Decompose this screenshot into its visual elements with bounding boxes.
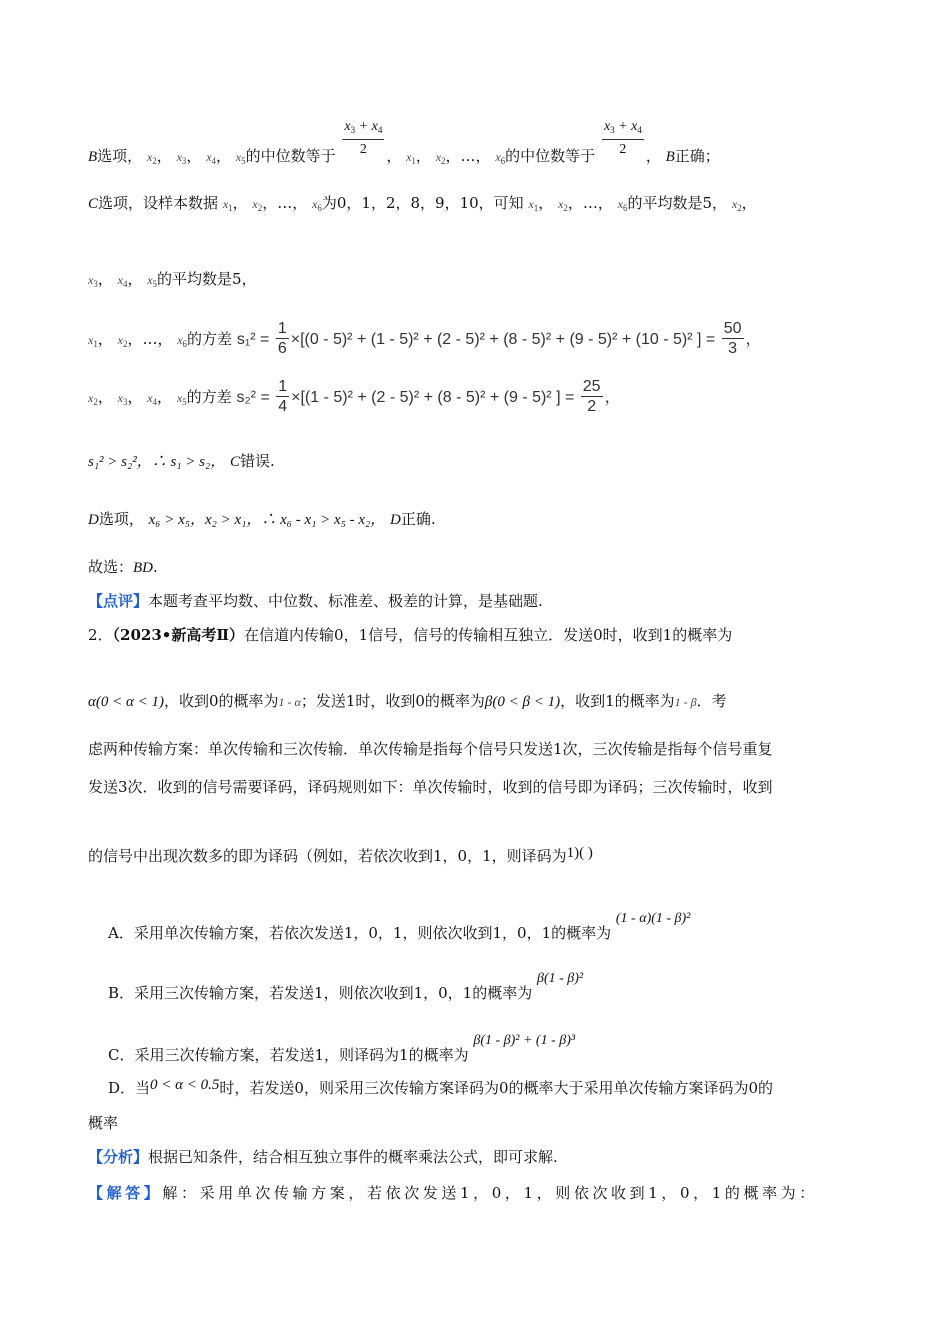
option-label: C． xyxy=(108,1046,135,1064)
line-c-cont: $x_3$， $x_4$， $x_5$的平均数是5， xyxy=(88,270,257,289)
text: 的方差 xyxy=(187,330,233,348)
text: 正确； xyxy=(674,147,720,165)
solution-line xyxy=(88,1182,818,1204)
alpha-cond: α(0 < α < 1) xyxy=(88,694,164,710)
text: 为0，1，2，8，9，10，可知 xyxy=(321,194,524,212)
q2-line-1 xyxy=(88,624,732,646)
compare-expr: s₁² > s₂²，∴ s₁ > s₂， xyxy=(88,454,226,470)
label-b-2: B xyxy=(665,149,675,165)
comment-text: 本题考查平均数、中位数、标准差、极差的计算，是基础题. xyxy=(148,592,543,610)
q2-line-3 xyxy=(88,738,773,760)
formula-body: ×[(0 - 5)² + (1 - 5)² + (2 - 5)² + (8 - 5)² + (9 - 5)² + (10 - 5)² ] = xyxy=(290,331,716,348)
lead: s₂² = xyxy=(236,389,270,406)
coef-den: 6 xyxy=(277,340,287,358)
answer-value: BD xyxy=(133,560,154,576)
option-label: B． xyxy=(108,984,135,1002)
answer-blank: 1)( ) xyxy=(566,845,593,861)
option-c xyxy=(108,1030,575,1066)
solution-text: 解：采用单次传输方案，若依次发送1，0，1，则依次收到1，0，1的概率为： xyxy=(162,1184,818,1202)
option-formula: 0 < α < 0.5 xyxy=(150,1077,220,1093)
variance-1-formula: s₁² = $\frac{1}{6}$ ×[(0 - 5)² + (1 - 5)² + (2 - 5)² + (8 - 5)² + (9 - 5)² + (10 - 5)² ] = $\frac{50}{3}$ ， xyxy=(236,320,762,358)
one-minus-alpha: 1 - α xyxy=(278,695,301,709)
comment-line xyxy=(88,590,543,612)
text: 的平均数是5， xyxy=(157,270,257,288)
text: 虑两种传输方案：单次传输和三次传输．单次传输是指每个信号只发送1次，三次传输是指每个信号重复 xyxy=(88,740,773,758)
answer-prefix: 故选： xyxy=(88,558,134,576)
comment-tag: 【点评】 xyxy=(88,592,149,610)
lead: s₁² = xyxy=(236,331,270,348)
q2-line-5 xyxy=(88,842,593,867)
compare-line xyxy=(88,450,275,473)
text: 的信号中出现次数多的即为译码（例如，若依次收到1，0，1，则译码为 xyxy=(88,847,567,865)
label-c: C xyxy=(229,454,240,470)
text: 选项， xyxy=(97,147,143,165)
option-text: 采用单次传输方案，若依次发送1，0，1，则依次收到1，0，1的概率为 xyxy=(133,924,612,942)
option-label: A． xyxy=(108,924,134,942)
median-fraction: $\frac{x_3 + x_4}{2}$ xyxy=(344,119,383,157)
question-source: （2023•新高考Ⅱ） xyxy=(112,626,245,644)
option-text: 概率 xyxy=(88,1114,119,1132)
coef-den: 4 xyxy=(278,398,288,416)
solution-tag: 【解答】 xyxy=(88,1184,163,1202)
text: ．考 xyxy=(696,692,727,710)
q2-line-4 xyxy=(88,776,773,798)
answer-suffix: . xyxy=(153,558,158,576)
variance-2-formula: s₂² = $\frac{1}{4}$ ×[(1 - 5)² + (2 - 5)² + (8 - 5)² + (9 - 5)² ] = $\frac{25}{2}$ ， xyxy=(236,378,621,416)
analysis-tag: 【分析】 xyxy=(88,1148,149,1166)
option-text: 当 xyxy=(135,1079,151,1097)
line-c-option: C选项，设样本数据 $x_1$， $x_2$，…， $x_6$为0，1，2，8，9，10，可知 $x_1$， $x_2$，…， $x_6$的平均数是5， $x_2$， xyxy=(88,194,757,213)
median-fraction-2: $\frac{x_3 + x_4}{2}$ xyxy=(603,119,642,157)
d-expr: x₆ > x₅，x₂ > x₁，∴ x₆ - x₁ > x₅ - x₂， xyxy=(148,512,386,528)
line-b-option: B选项， $x_2$， $x_3$， $x_4$， $x_5$的中位数等于 $\frac{x_3 + x_4}{2}$ ， $x_1$， $x_2$，…， $x_6$的中位数等于 $\frac{x_3 + x_4}{2}$ ， B正确； xyxy=(88,119,720,166)
option-d-cont xyxy=(88,1112,118,1134)
option-b xyxy=(108,968,583,1004)
text: 选项， xyxy=(98,510,144,528)
variance-2-line: $x_2$， $x_3$， $x_4$， $x_5$的方差 s₂² = $\frac{1}{4}$ ×[(1 - 5)² + (2 - 5)² + (8 - 5)² + (9 - 5)² ] = $\frac{25}{2}$ ， xyxy=(88,378,621,416)
analysis-line xyxy=(88,1146,558,1168)
coef-num: 1 xyxy=(278,378,288,396)
res-num: 50 xyxy=(723,320,742,338)
analysis-text: 根据已知条件，结合相互独立事件的概率乘法公式，即可求解. xyxy=(148,1148,558,1166)
answer-line xyxy=(88,556,158,579)
label-c: C xyxy=(88,196,99,212)
label-b: B xyxy=(88,149,98,165)
q2-line-2 xyxy=(88,690,727,713)
res-den: 2 xyxy=(587,398,597,416)
text: 在信道内传输0，1信号，信号的传输相互独立．发送0时，收到1的概率为 xyxy=(244,626,733,644)
res-den: 3 xyxy=(728,340,738,358)
text: 正确. xyxy=(400,510,436,528)
text: 的平均数是5， xyxy=(627,194,728,212)
text: 错误. xyxy=(240,452,275,470)
question-number: 2． xyxy=(88,626,113,644)
label-d: D xyxy=(88,512,99,528)
option-text: 时，若发送0，则采用三次传输方案译码为0的概率大于采用单次传输方案译码为0的 xyxy=(219,1079,774,1097)
option-a xyxy=(108,908,690,944)
beta-cond: β(0 < β < 1) xyxy=(484,694,561,710)
option-text: 采用三次传输方案，若发送1，则译码为1的概率为 xyxy=(134,1046,469,1064)
text: 选项，设样本数据 xyxy=(98,194,219,212)
coef-num: 1 xyxy=(277,320,287,338)
text: 的方差 xyxy=(186,388,232,406)
variance-1-line: $x_1$， $x_2$，…， $x_6$的方差 s₁² = $\frac{1}{6}$ ×[(0 - 5)² + (1 - 5)² + (2 - 5)² + (8 - 5)² + (9 - 5)² + (10 - 5)² ] = $\frac{50}{3}$ ， xyxy=(88,320,762,358)
option-formula: β(1 - β)² + (1 - β)³ xyxy=(473,1033,576,1048)
option-label: D． xyxy=(108,1079,136,1097)
text: 发送3次．收到的信号需要译码，译码规则如下：单次传输时，收到的信号即为译码；三次传输时，收到 xyxy=(88,778,773,796)
text: ，收到1的概率为 xyxy=(560,692,675,710)
text: ，收到0的概率为 xyxy=(163,692,279,710)
text: ；发送1时，收到0的概率为 xyxy=(300,692,485,710)
one-minus-beta: 1 - β xyxy=(674,695,697,709)
line-d-option xyxy=(88,508,436,531)
label-d-2: D xyxy=(390,512,401,528)
formula-body: ×[(1 - 5)² + (2 - 5)² + (8 - 5)² + (9 - 5)² ] = xyxy=(291,389,575,406)
option-formula: β(1 - β)² xyxy=(537,971,584,986)
option-d xyxy=(108,1074,773,1099)
option-formula: (1 - α)(1 - β)² xyxy=(615,911,691,926)
text: 的中位数等于 xyxy=(505,147,596,165)
res-num: 25 xyxy=(582,378,601,396)
text: 的中位数等于 xyxy=(245,147,336,165)
option-text: 采用三次传输方案，若发送1，则依次收到1，0，1的概率为 xyxy=(134,984,533,1002)
